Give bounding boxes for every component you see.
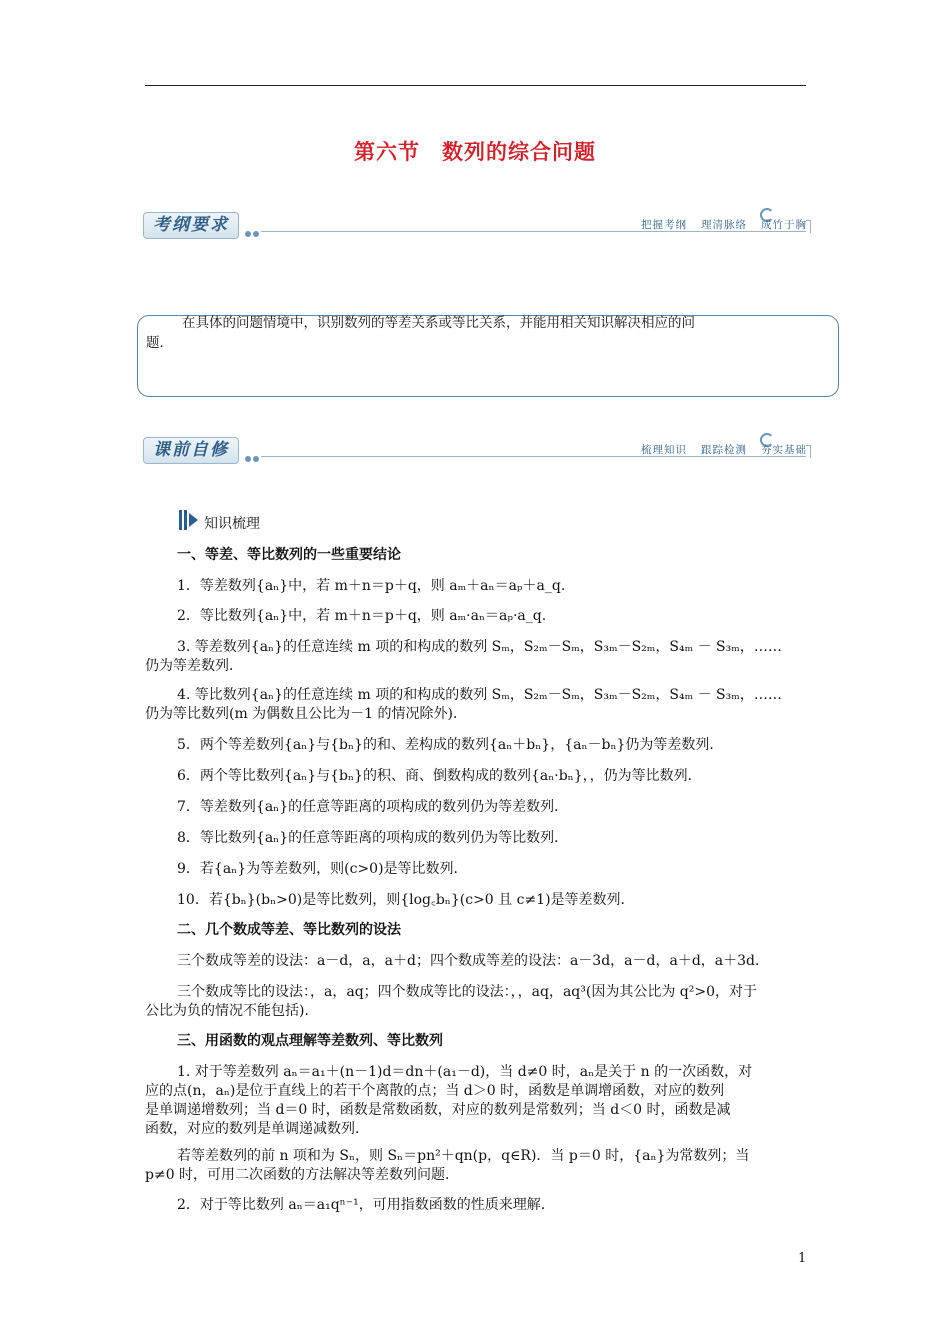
paragraph-cont: 公比为负的情况不能包括)． <box>145 1003 319 1019</box>
paragraph-cont: 是单调递增数列；当 d＝0 时，函数是常数函数，对应的数列是常数列；当 d＜0 时，函数是减 <box>145 1102 731 1118</box>
section-bar-preview <box>143 437 811 465</box>
paragraph: 1．等差数列{aₙ}中，若 m＋n＝p＋q，则 aₘ＋aₙ＝aₚ＋a_q. <box>177 578 566 594</box>
section-tag: 成竹于胸 <box>761 219 807 231</box>
section-badge: 课前自修 <box>143 437 239 464</box>
heading-2: 二、几个数成等差、等比数列的设法 <box>177 922 401 938</box>
paragraph-cont: 函数，对应的数列是单调递减数列． <box>145 1121 369 1137</box>
paragraph: 三个数成等差的设法：a－d，a，a＋d；四个数成等差的设法：a－3d，a－d，a＋d，a＋3d. <box>177 953 760 969</box>
knowledge-heading-label: 知识梳理 <box>204 516 260 532</box>
paragraph: 若等差数列的前 n 项和为 Sₙ，则 Sₙ＝pn²＋qn(p，q∈R)．当 p＝0 时，{aₙ}为常数列；当 <box>177 1148 750 1164</box>
section-tags <box>627 442 807 457</box>
paragraph: 7．等差数列{aₙ}的任意等距离的项构成的数列仍为等差数列． <box>177 799 569 815</box>
title-topic: 数列的综合问题 <box>442 140 596 164</box>
dots-decoration <box>245 447 265 455</box>
section-tag: 理清脉络 <box>701 219 747 231</box>
section-tags <box>627 217 807 232</box>
requirement-text <box>146 313 812 353</box>
paragraph: 10．若{bₙ}(bₙ>0)是等比数列，则{log꜀bₙ}(c>0 且 c≠1)是等差数列． <box>177 892 635 908</box>
paragraph-cont: 仍为等比数列(m 为偶数且公比为－1 的情况除外)． <box>145 706 468 722</box>
title-section-number: 第六节 <box>354 140 420 164</box>
page-title <box>0 136 950 166</box>
dots-decoration <box>245 222 265 230</box>
paragraph-cont: 仍为等差数列． <box>145 658 243 674</box>
section-bar-syllabus <box>143 212 811 240</box>
paragraph: 3. 等差数列{aₙ}的任意连续 m 项的和构成的数列 Sₘ，S₂ₘ－Sₘ，S₃ₘ－S₂ₘ，S₄ₘ － S₃ₘ，…… <box>177 639 782 655</box>
paragraph: 2．等比数列{aₙ}中，若 m＋n＝p＋q，则 aₘ·aₙ＝aₚ·a_q. <box>177 608 547 624</box>
paragraph: 6．两个等比数列{aₙ}与{bₙ}的积、商、倒数构成的数列{aₙ·bₙ}，，仍为等比数列． <box>177 768 702 784</box>
heading-1: 一、等差、等比数列的一些重要结论 <box>177 547 401 563</box>
section-tag: 把握考纲 <box>641 219 687 231</box>
paragraph: 1. 对于等差数列 aₙ＝a₁＋(n－1)d＝dn＋(a₁－d)，当 d≠0 时，aₙ是关于 n 的一次函数，对 <box>177 1064 753 1080</box>
page-number: 1 <box>798 1251 807 1266</box>
paragraph: 2．对于等比数列 aₙ＝a₁qⁿ⁻¹，可用指数函数的性质来理解． <box>177 1197 555 1213</box>
paragraph: 三个数成等比的设法：，a，aq；四个数成等比的设法：，，aq，aq³(因为其公比为 q²>0，对于 <box>177 984 758 1000</box>
section-tag: 跟踪检测 <box>701 444 747 456</box>
paragraph-cont: 应的点(n，aₙ)是位于直线上的若干个离散的点；当 d＞0 时，函数是单调增函数，对应的数列 <box>145 1083 725 1099</box>
section-tag: 梳理知识 <box>641 444 687 456</box>
paragraph-cont: p≠0 时，可用二次函数的方法解决等差数列问题． <box>145 1167 460 1183</box>
heading-3: 三、用函数的观点理解等差数列、等比数列 <box>177 1033 443 1049</box>
section-tag: 夯实基础 <box>761 444 807 456</box>
paragraph: 5．两个等差数列{aₙ}与{bₙ}的和、差构成的数列{aₙ＋bₙ}，{aₙ－bₙ}仍为等差数列． <box>177 737 724 753</box>
play-bars-icon <box>179 510 197 530</box>
requirement-line: 在具体的问题情境中，识别数列的等差关系或等比关系，并能用相关知识解决相应的问 <box>182 315 695 331</box>
paragraph: 4. 等比数列{aₙ}的任意连续 m 项的和构成的数列 Sₘ，S₂ₘ－Sₘ，S₃ₘ－S₂ₘ，S₄ₘ － S₃ₘ，…… <box>177 687 782 703</box>
header-rule <box>145 85 806 86</box>
paragraph: 9．若{aₙ}为等差数列，则(c>0)是等比数列． <box>177 861 468 877</box>
section-badge: 考纲要求 <box>143 212 239 239</box>
requirement-line: 题． <box>146 335 173 351</box>
paragraph: 8．等比数列{aₙ}的任意等距离的项构成的数列仍为等比数列． <box>177 830 569 846</box>
